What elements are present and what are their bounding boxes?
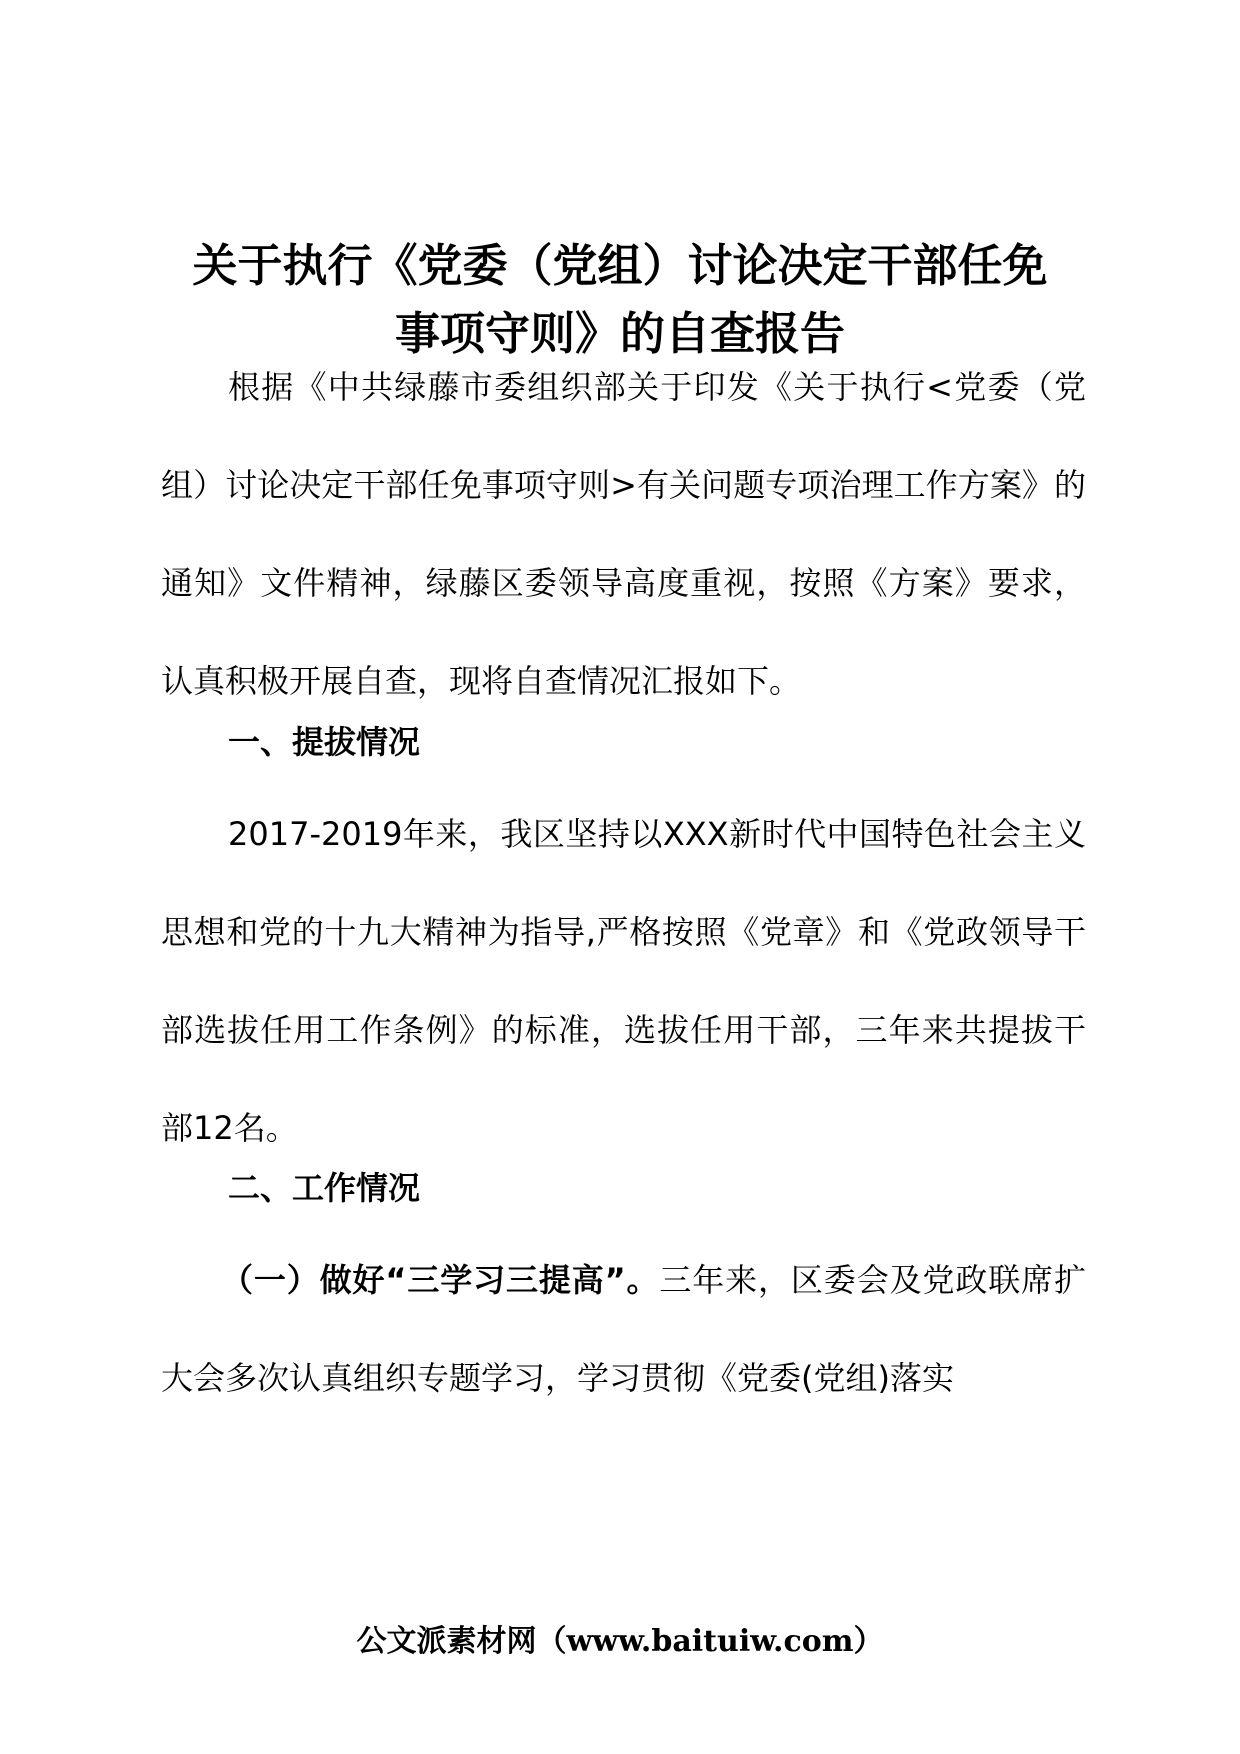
section-1-paragraph: 2017-2019年来，我区坚持以XXX新时代中国特色社会主义思想和党的十九大精神为指导,严格按照《党章》和《党政领导干部选拔任用工作条例》的标准，选拔任用干部，三年来共提拔干部12名。 [161, 815, 1086, 1147]
document-title-line-1: 关于执行《党委（党组）讨论决定干部任免 [192, 239, 1048, 292]
section-2-heading: 二、工作情况 [228, 1169, 421, 1207]
section-2-item-1-paragraph [161, 1231, 1086, 1427]
section-2-item-1-text: 三年来，区委会及党政联席扩大会多次认真组织专题学习，学习贯彻《党委(党组)落实 [161, 1261, 1086, 1397]
section-2-item-1-lead: （一）做好“三学习三提高”。 [221, 1261, 660, 1299]
document-title-line-2: 事项守则》的自查报告 [394, 307, 845, 360]
intro-paragraph: 根据《中共绿藤市委组织部关于印发《关于执行<党委（党组）讨论决定干部任免事项守则>有关问题专项治理工作方案》的通知》文件精神，绿藤区委领导高度重视，按照《方案》要求，认真积极开展自查，现将自查情况汇报如下。 [161, 368, 1086, 700]
footer-watermark: 公文派素材网（www.baituiw.com） [356, 1624, 884, 1659]
section-1-heading: 一、提拔情况 [228, 723, 421, 761]
